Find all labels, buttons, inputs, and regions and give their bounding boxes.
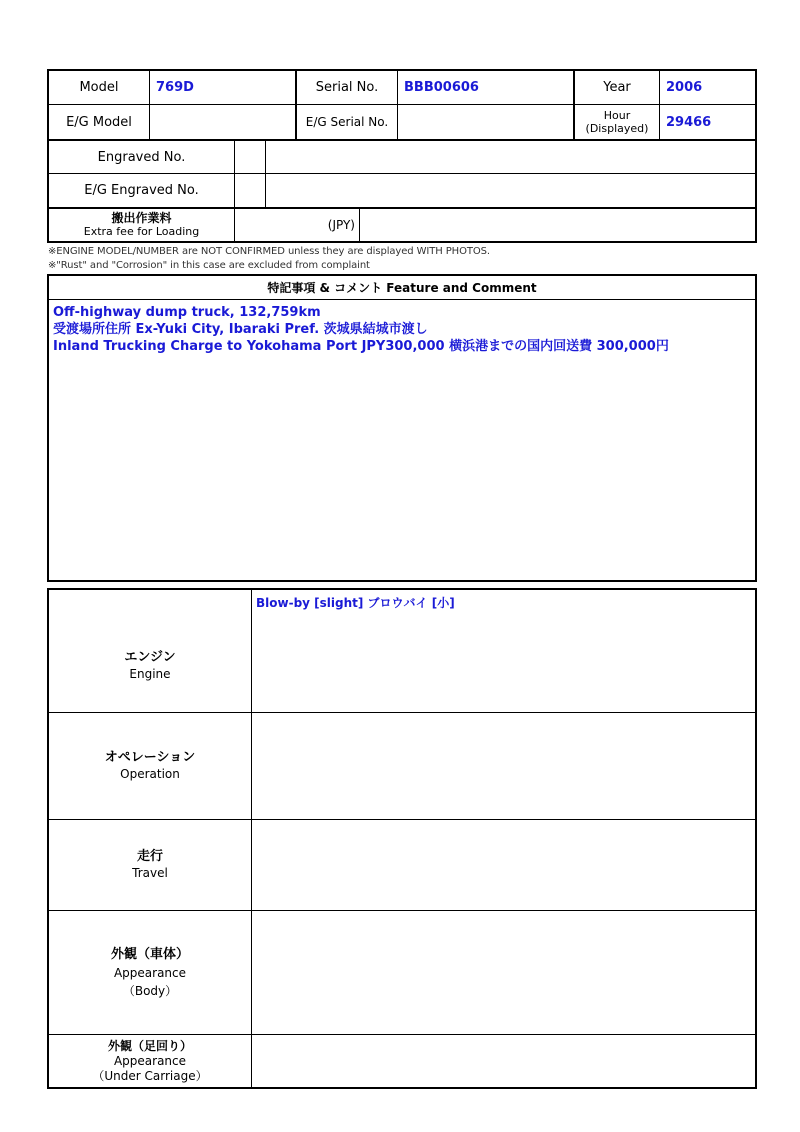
rust-note: ※"Rust" and "Corrosion" in this case are excluded from complaint [48, 260, 370, 271]
year-label: Year [603, 80, 631, 95]
model-label: Model [79, 80, 119, 95]
serial-value: BBB00606 [404, 80, 479, 95]
loading-label [49, 209, 234, 241]
operation-label-jp: オペレーション [104, 750, 196, 765]
inspection-table [47, 588, 757, 1089]
eg-model-label: E/G Model [66, 114, 132, 130]
body-label-jp: 外観（車体） [110, 946, 189, 962]
travel-label-jp: 走行 [136, 849, 163, 864]
hour-label-line1: Hour [603, 109, 631, 122]
comment-line-1: Off-highway dump truck, 132,759km [53, 305, 321, 320]
body-label-en2: （Body） [122, 983, 178, 998]
engraved-label: Engraved No. [97, 149, 186, 165]
hour-label [575, 105, 659, 139]
model-value: 769D [156, 80, 194, 95]
eg-model-value [150, 105, 295, 139]
eg-engraved-label: E/G Engraved No. [84, 183, 199, 198]
engine-label-jp: エンジン [124, 650, 176, 665]
engine-label [49, 590, 251, 712]
comment-box [47, 274, 757, 582]
comment-line-3: Inland Trucking Charge to Yokohama Port JPY300,000 横浜港までの国内回送費 300,000円 [53, 339, 669, 354]
engine-value: Blow-by [slight] ブロウバイ [小] [256, 596, 455, 610]
travel-label-en: Travel [132, 866, 168, 880]
body-label-en1: Appearance [113, 965, 187, 980]
loading-label-en: Extra fee for Loading [83, 225, 200, 238]
eg-serial-label: E/G Serial No. [305, 115, 389, 129]
comment-text [53, 304, 669, 355]
operation-label-en: Operation [120, 767, 180, 781]
under-label-jp: 外観（足回り） [107, 1038, 192, 1053]
hour-value: 29466 [666, 114, 712, 130]
travel-label [49, 820, 251, 910]
eg-serial-value [398, 105, 573, 139]
engine-note: ※ENGINE MODEL/NUMBER are NOT CONFIRMED unless they are displayed WITH PHOTOS. [48, 246, 490, 257]
hour-label-line2: (Displayed) [585, 122, 649, 135]
comment-line-2: 受渡場所住所 Ex-Yuki City, Ibaraki Pref. 茨城県結城市渡し [53, 322, 428, 337]
year-value: 2006 [666, 80, 703, 95]
under-label [49, 1035, 251, 1087]
body-label [49, 911, 251, 1034]
under-label-en1: Appearance [113, 1053, 187, 1068]
engine-label-en: Engine [129, 667, 171, 681]
loading-currency: (JPY) [327, 218, 355, 232]
under-label-en2: （Under Carriage） [92, 1068, 208, 1083]
comment-title: 特記事項 & コメント Feature and Comment [49, 276, 755, 300]
operation-label [49, 713, 251, 819]
loading-label-jp: 搬出作業料 [111, 211, 172, 225]
serial-label: Serial No. [315, 80, 379, 95]
